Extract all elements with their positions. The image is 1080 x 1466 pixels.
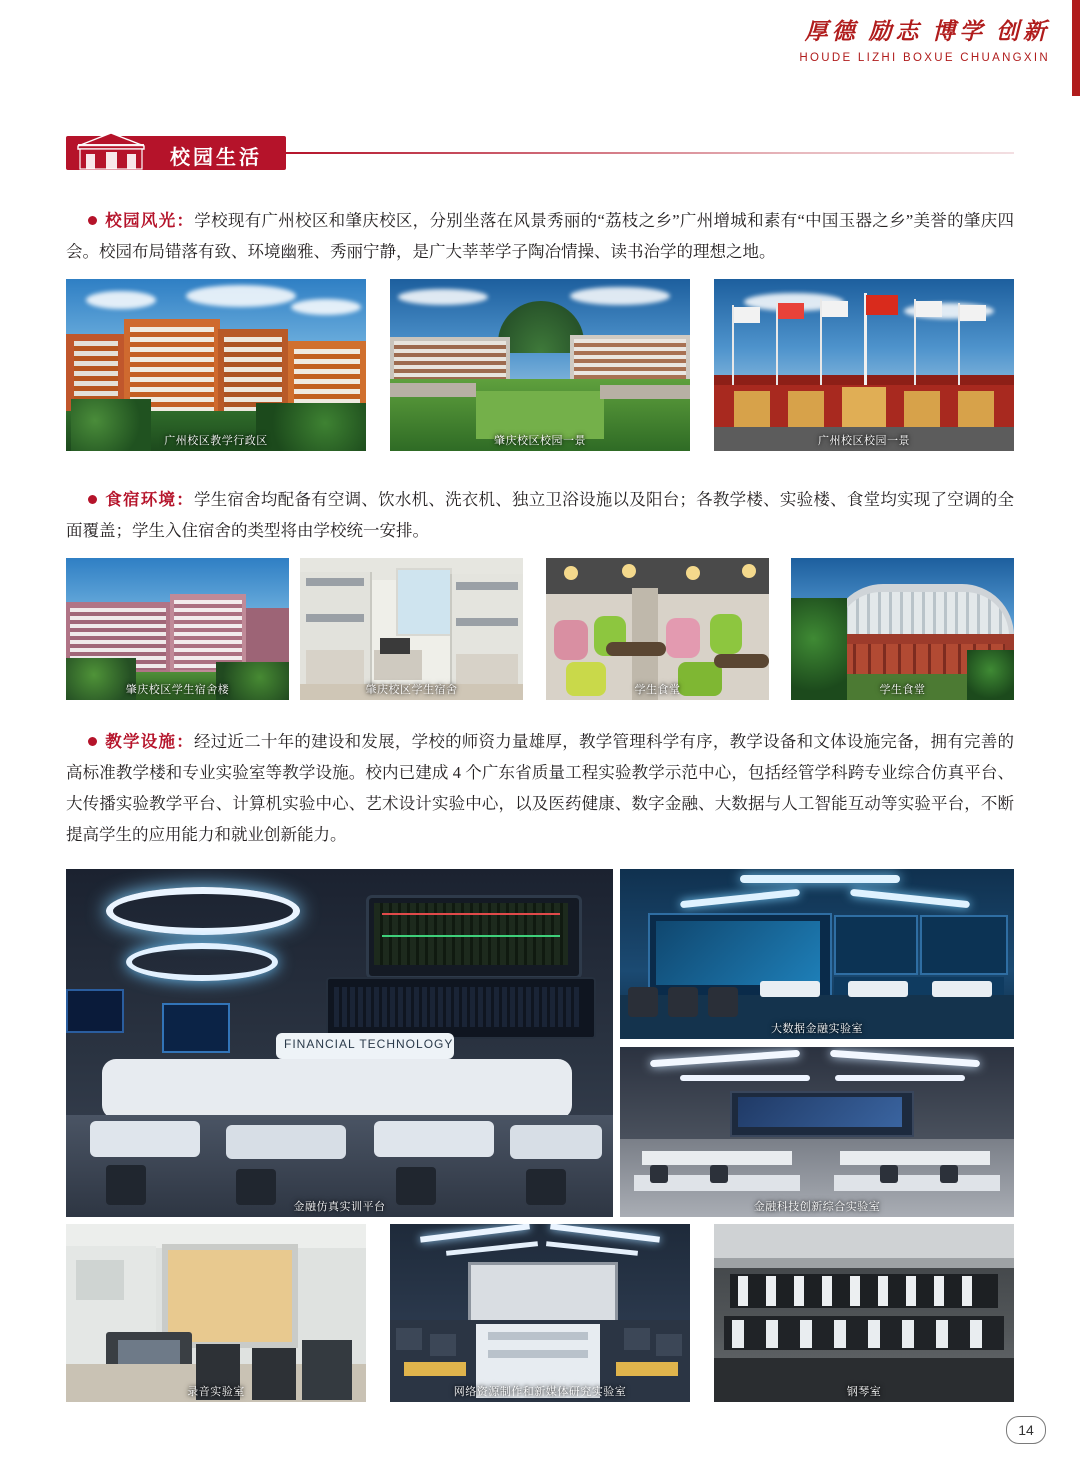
paragraph-lead: 校园风光： bbox=[105, 211, 195, 230]
school-motto-pinyin: HOUDE LIZHI BOXUE CHUANGXIN bbox=[799, 51, 1050, 64]
paragraph-campus-scenery bbox=[66, 205, 1014, 267]
photo-dorm-building bbox=[66, 558, 289, 700]
section-title-rule bbox=[286, 152, 1014, 154]
photo-caption: 广州校区教学行政区 bbox=[164, 435, 268, 447]
photo-caption: 钢琴室 bbox=[846, 1386, 882, 1398]
bullet-icon bbox=[88, 737, 97, 746]
school-motto: 厚德 励志 博学 创新 bbox=[804, 19, 1050, 44]
photo-caption: 录音实验室 bbox=[187, 1386, 245, 1398]
paragraph-body: 学生宿舍均配备有空调、饮水机、洗衣机、独立卫浴设施以及阳台；各教学楼、实验楼、食堂均实现了空调的全面覆盖；学生入住宿舍的类型将由学校统一安排。 bbox=[66, 490, 1015, 540]
paragraph-accommodation bbox=[66, 484, 1014, 546]
photo-finance-simulation-lab: FINANCIAL TECHNOLOGY 金融仿真实训平台 bbox=[66, 869, 613, 1217]
photo-caption: 广州校区校园一景 bbox=[818, 435, 910, 447]
photo-caption: 肇庆校区学生宿舍楼 bbox=[125, 684, 230, 696]
photo-recording-studio bbox=[66, 1224, 366, 1402]
photo-canteen-2 bbox=[791, 558, 1014, 700]
header-accent-bar bbox=[1072, 0, 1080, 96]
section-title-text: 校园生活 bbox=[170, 147, 262, 169]
photo-campus-3 bbox=[714, 279, 1014, 451]
page-number: 14 bbox=[1006, 1416, 1046, 1444]
paragraph-teaching-facilities bbox=[66, 726, 1014, 850]
photo-campus-2 bbox=[390, 279, 690, 451]
paragraph-lead: 教学设施： bbox=[105, 732, 194, 751]
photo-piano-room bbox=[714, 1224, 1014, 1402]
photo-fintech-innovation-lab bbox=[620, 1047, 1014, 1217]
photo-caption: 网络资源制作和新媒体研究实验室 bbox=[453, 1386, 627, 1398]
bullet-icon bbox=[88, 495, 97, 504]
photo-caption: 金融仿真实训平台 bbox=[293, 1201, 386, 1213]
photo-campus-1 bbox=[66, 279, 366, 451]
photo-caption: 大数据金融实验室 bbox=[771, 1023, 863, 1035]
photo-caption: 金融科技创新综合实验室 bbox=[753, 1201, 881, 1213]
paragraph-body: 经过近二十年的建设和发展，学校的师资力量雄厚，教学管理科学有序，教学设备和文体设施完备，拥有完善的高标准教学楼和专业实验室等教学设施。校内已建成 4 个广东省质量工程实验教学示范中心，包括经管学科跨专业综合仿真平台、大传播实验教学平台、计算机实验中心、艺术设计实验中心，以及医药健康、数字金融、大数据与人工智能互动等实验平台，不断提高学生的应用能力和就业创新能力。 bbox=[66, 732, 1015, 844]
paragraph-lead: 食宿环境： bbox=[105, 490, 194, 509]
bullet-icon bbox=[88, 216, 97, 225]
photo-canteen-1 bbox=[546, 558, 769, 700]
section-title bbox=[66, 130, 1014, 174]
photo-bigdata-finance-lab bbox=[620, 869, 1014, 1039]
photo-caption: 学生食堂 bbox=[634, 684, 681, 696]
photo-caption: 肇庆校区校园一景 bbox=[494, 435, 586, 447]
gate-icon bbox=[74, 130, 148, 170]
photo-caption: 肇庆校区学生宿舍 bbox=[365, 684, 458, 696]
photo-caption: 学生食堂 bbox=[879, 684, 926, 696]
photo-newmedia-lab bbox=[390, 1224, 690, 1402]
photo-dorm-interior bbox=[300, 558, 523, 700]
page-header bbox=[799, 18, 1050, 64]
paragraph-body: 学校现有广州校区和肇庆校区，分别坐落在风景秀丽的“荔枝之乡”广州增城和素有“中国玉器之乡”美誉的肇庆四会。校园布局错落有致、环境幽雅、秀丽宁静，是广大莘莘学子陶冶情操、读书治学的理想之地。 bbox=[66, 211, 1015, 261]
